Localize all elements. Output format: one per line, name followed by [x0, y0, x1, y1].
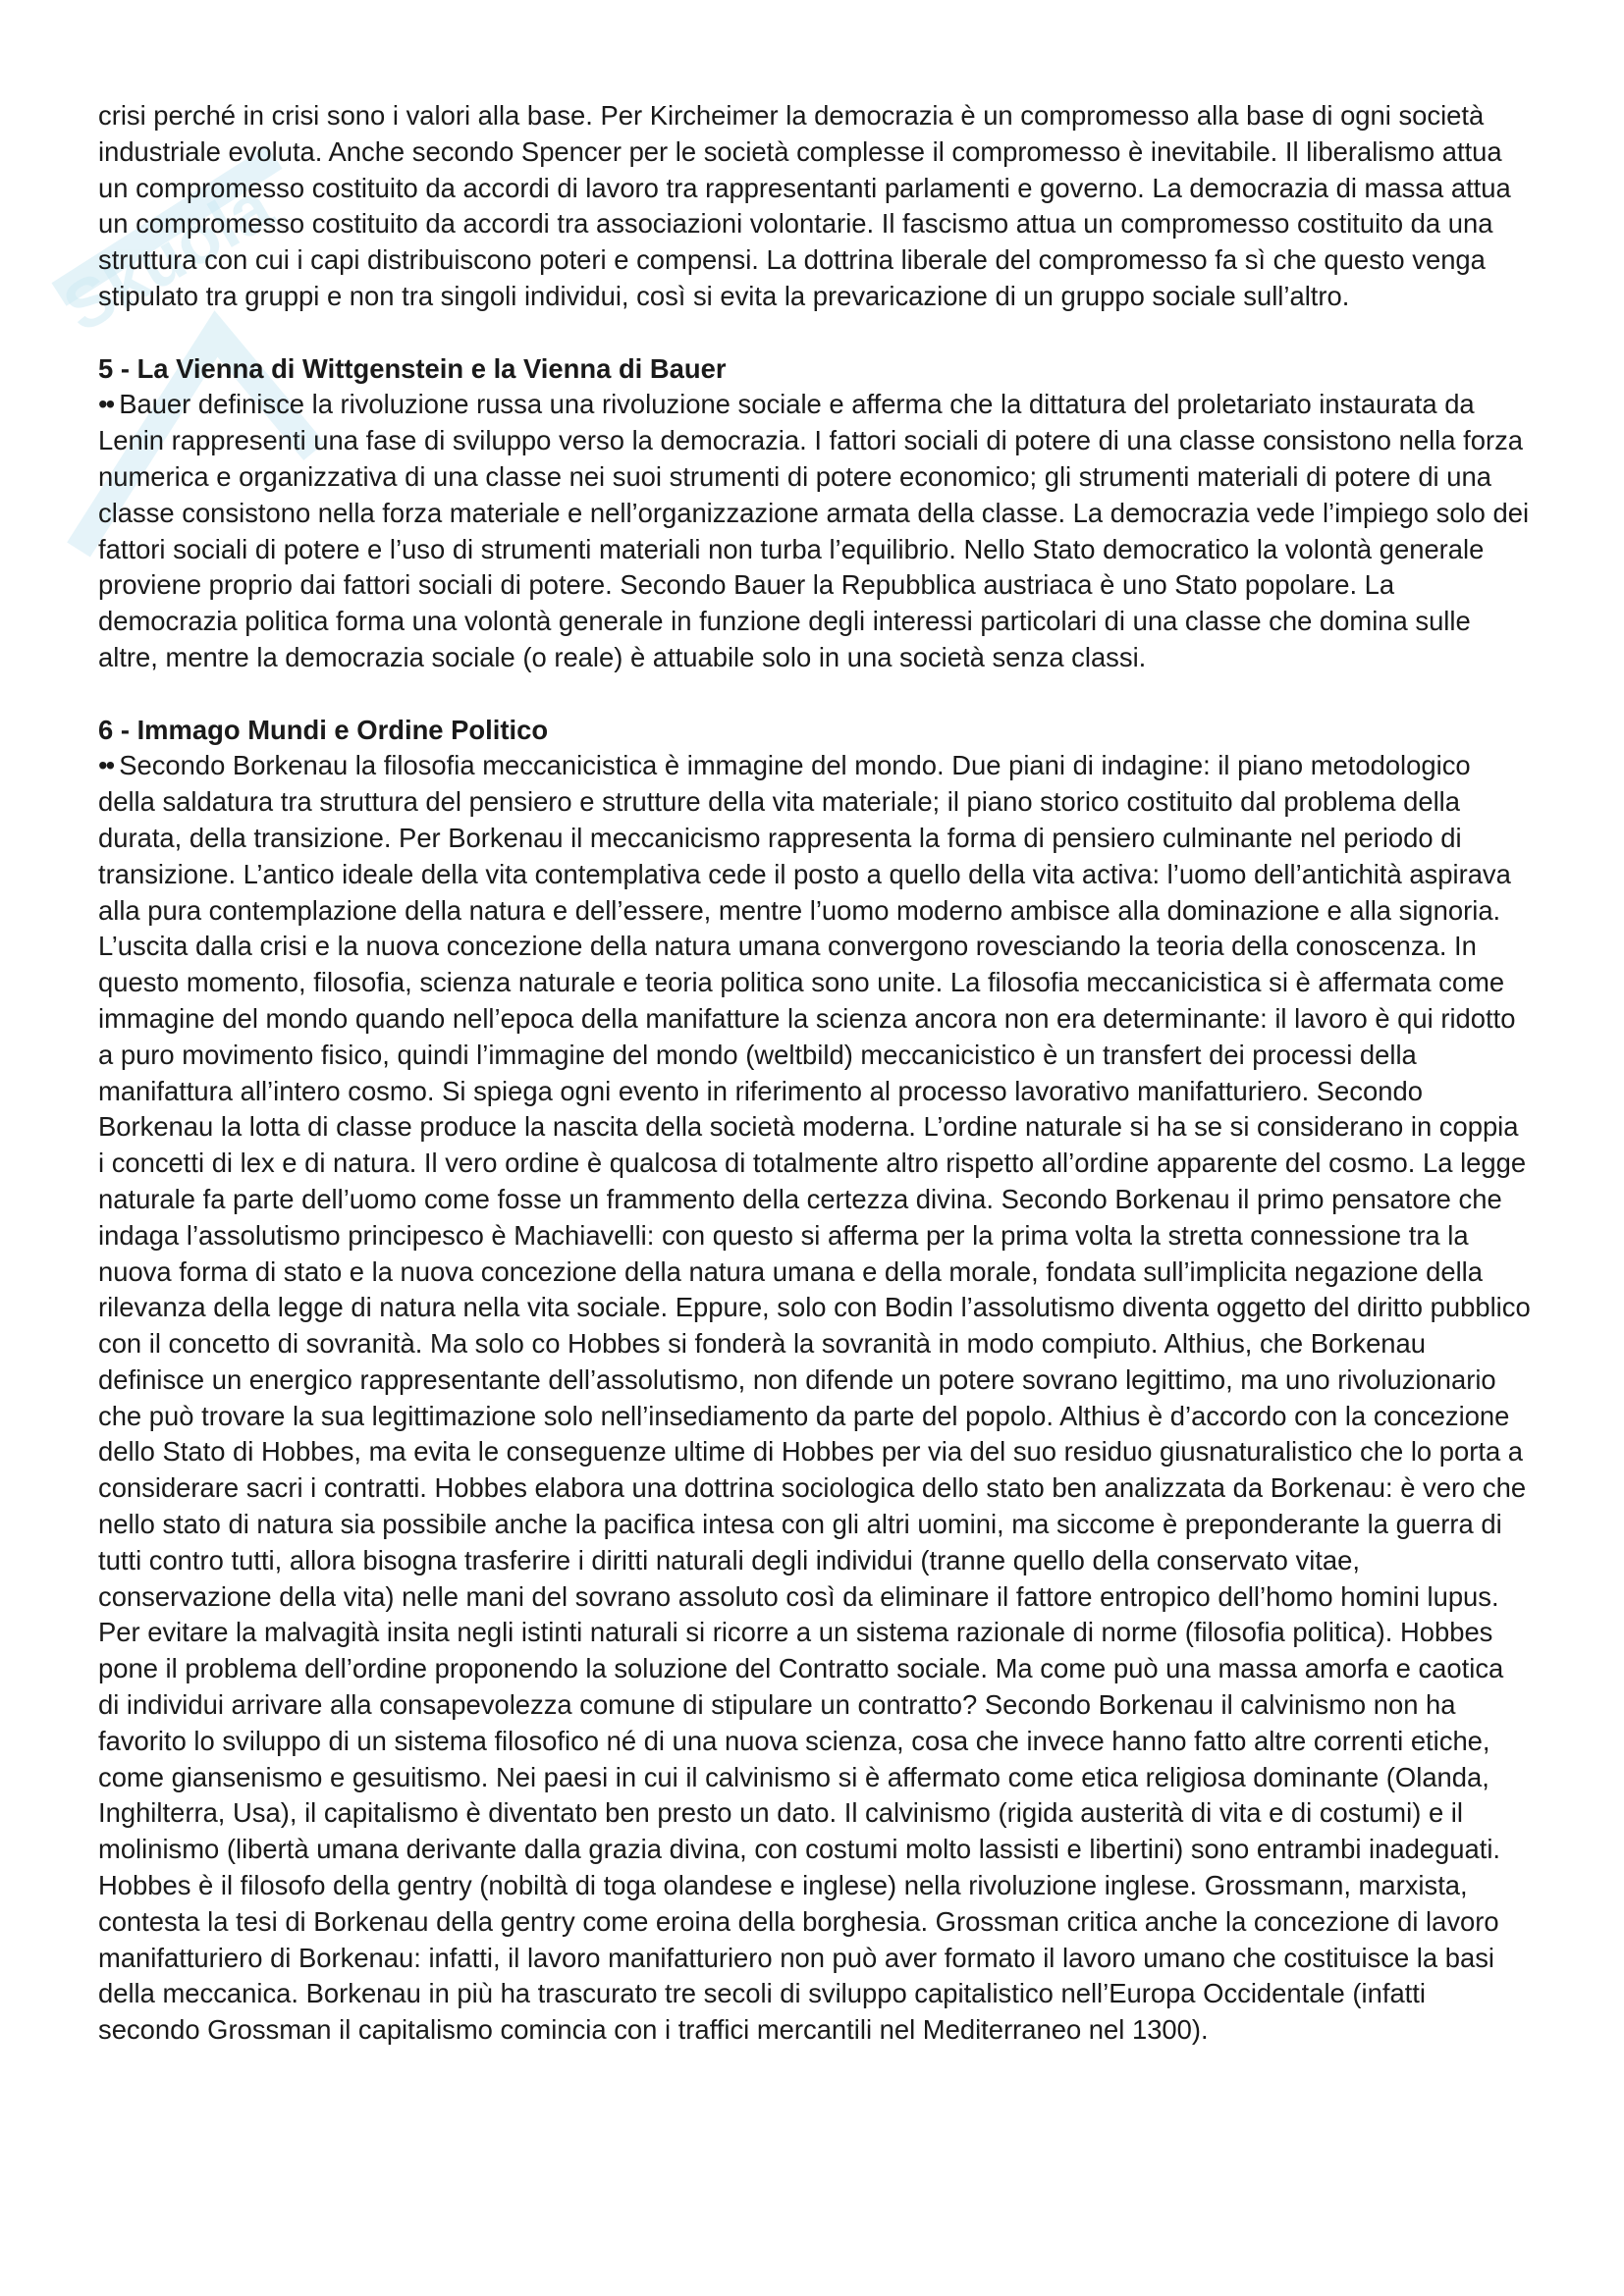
intro-paragraph: crisi perché in crisi sono i valori alla base. Per Kircheimer la democrazia è un compromesso alla base di ogni società industriale evoluta. Anche secondo Spencer per le società complesse il compromesso è inevitabile. Il liberalismo attua un compromesso costituito da accordi di lavoro tra rappresentanti parlamenti e governo. La democrazia di massa attua un compromesso costituito da accordi tra associazioni volontarie. Il fascismo attua un compromesso costituito da una struttura con cui i capi distribuiscono poteri e compensi. La dottrina liberale del compromesso fa sì che questo venga stipulato tra gruppi e non tra singoli individui, così si evita la prevaricazione di un gruppo sociale sull’altro.	[98, 100, 1511, 311]
section-paragraph	[98, 387, 1532, 675]
document-page	[98, 98, 1532, 2049]
watermark-label: Skuola	[50, 167, 285, 347]
section-paragraph	[98, 748, 1532, 2049]
section-text: Bauer definisce la rivoluzione russa una rivoluzione sociale e afferma che la dittatura del proletariato instaurata da Lenin rappresenti una fase di sviluppo verso la democrazia. I fattori sociali di potere di una classe consistono nella forza numerica e organizzativa di una classe nei suoi strumenti di potere economico; gli strumenti materiali di potere di una classe consistono nella forza materiale e nell’organizzazione armata della classe. La democrazia vede l’impiego solo dei fattori sociali di potere e l’uso di strumenti materiali non turba l’equilibrio. Nello Stato democratico la volontà generale proviene proprio dai fattori sociali di potere. Secondo Bauer la Repubblica austriaca è uno Stato popolare. La democrazia politica forma una volontà generale in funzione degli interessi particolari di una classe che domina sulle altre, mentre la democrazia sociale (o reale) è attuabile solo in una società senza classi.	[98, 389, 1530, 672]
bullet-icon: ••	[98, 750, 114, 781]
section-heading: 5 - La Vienna di Wittgenstein e la Vienna di Bauer	[98, 352, 727, 384]
section-heading: 6 - Immago Mundi e Ordine Politico	[98, 714, 549, 745]
section-text: Secondo Borkenau la filosofia meccanicistica è immagine del mondo. Due piani di indagine: il piano metodologico della saldatura tra struttura del pensiero e strutture della vita materiale; il piano storico costituito dal problema della durata, della transizione. Per Borkenau il meccanicismo rappresenta la forma di pensiero culminante nel periodo di transizione. L’antico ideale della vita contemplativa cede il posto a quello della vita activa: l’uomo dell’antichità aspirava alla pura contemplazione della natura e dell’essere, mentre l’uomo moderno ambisce alla dominazione e alla signoria. L’uscita dalla crisi e la nuova concezione della natura umana convergono rovesciando la teoria della conoscenza. In questo momento, filosofia, scienza naturale e teoria politica sono unite. La filosofia meccanicistica si è affermata come immagine del mondo quando nell’epoca della manifatture la scienza ancora non era determinante: il lavoro è qui ridotto a puro movimento fisico, quindi l’immagine del mondo (weltbild) meccanicistico è un transfert dei processi della manifattura all’intero cosmo. Si spiega ogni evento in riferimento al processo lavorativo manifatturiero. Secondo Borkenau la lotta di classe produce la nascita della società moderna. L’ordine naturale si ha se si considerano in coppia i concetti di lex e di natura. Il vero ordine è qualcosa di totalmente altro rispetto all’ordine apparente del cosmo. La legge naturale fa parte dell’uomo come fosse un frammento della certezza divina. Secondo Borkenau il primo pensatore che indaga l’assolutismo principesco è Machiavelli: con questo si afferma per la prima volta la stretta connessione tra la nuova forma di stato e la nuova concezione della natura umana e della morale, fondata sull’implicita negazione della rilevanza della legge di natura nella vita sociale. Eppure, solo con Bodin l’assolutismo diventa oggetto del diritto pubblico con il concetto di sovranità. Ma solo co Hobbes si fonderà la sovranità in modo compiuto. Althius, che Borkenau definisce un energico rappresentante dell’assolutismo, non difende un potere sovrano legittimo, ma uno rivoluzionario che può trovare la sua legittimazione solo nell’insediamento da parte del popolo. Althius è d’accordo con la concezione dello Stato di Hobbes, ma evita le conseguenze ultime di Hobbes per via del suo residuo giusnaturalistico che lo porta a considerare sacri i contratti. Hobbes elabora una dottrina sociologica dello stato ben analizzata da Borkenau: è vero che nello stato di natura sia possibile anche la pacifica intesa con gli altri uomini, ma siccome è preponderante la guerra di tutti contro tutti, allora bisogna trasferire i diritti naturali degli individui (tranne quello della conservato vitae, conservazione della vita) nelle mani del sovrano assoluto così da eliminare il fattore entropico dell’homo homini lupus. Per evitare la malvagità insita negli istinti naturali si ricorre a un sistema razionale di norme (filosofia politica). Hobbes pone il problema dell’ordine proponendo la soluzione del Contratto sociale. Ma come può una massa amorfa e caotica di individui arrivare alla consapevolezza comune di stipulare un contratto? Secondo Borkenau il calvinismo non ha favorito lo sviluppo di un sistema filosofico né di una nuova scienza, cosa che invece hanno fatto altre correnti etiche, come giansenismo e gesuitismo. Nei paesi in cui il calvinismo si è affermato come etica religiosa dominante (Olanda, Inghilterra, Usa), il capitalismo è diventato ben presto un dato. Il calvinismo (rigida austerità di vita e di costumi) e il molinismo (libertà umana derivante dalla grazia divina, con costumi molto lassisti e libertini) sono entrambi inadeguati. Hobbes è il filosofo della gentry (nobiltà di toga olandese e inglese) nella rivoluzione inglese. Grossmann, marxista, contesta la tesi di Borkenau della gentry come eroina della borghesia. Grossman critica anche la concezione di lavoro manifatturiero di Borkenau: infatti, il lavoro manifatturiero non può aver formato il lavoro umano che costituisce la basi della meccanica. Borkenau in più ha trascurato tre secoli di sviluppo capitalistico nell’Europa Occidentale (infatti secondo Grossman il capitalismo comincia con i traffici mercantili nel Mediterraneo nel 1300).	[98, 750, 1531, 2046]
section-5	[98, 351, 1532, 676]
section-6	[98, 713, 1532, 2049]
bullet-icon: ••	[98, 389, 114, 420]
